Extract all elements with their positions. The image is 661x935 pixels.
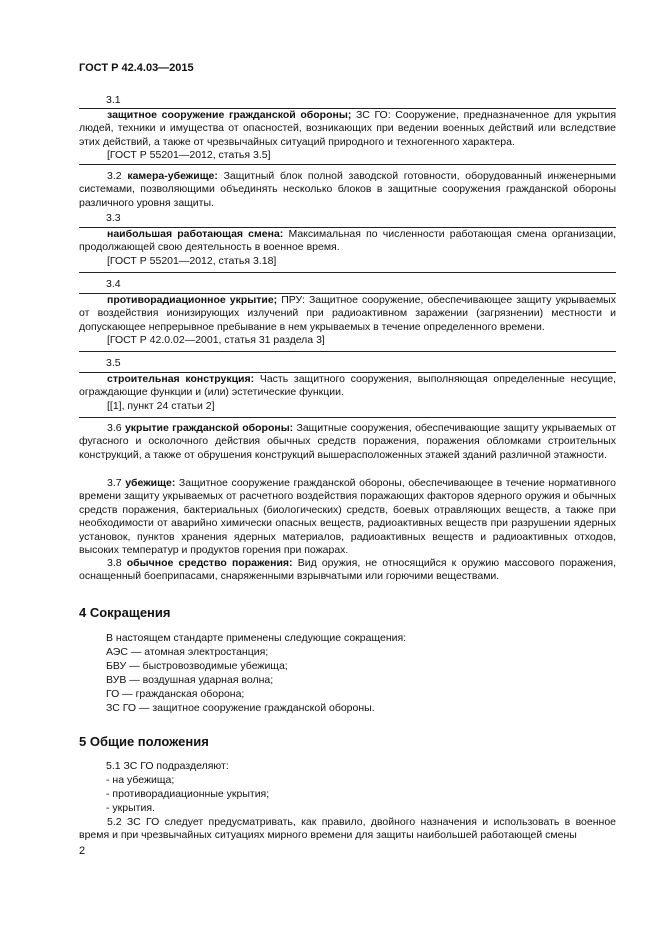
term: противорадиационное укрытие; <box>107 294 278 306</box>
clause-5-1: 5.1 ЗС ГО подразделяют: <box>106 760 229 772</box>
definition-body: Часть защитного сооружения, выполняющая определенные несущие, ограждающие функции и (или) эстетические функции. <box>79 373 616 399</box>
definition-text <box>79 294 616 334</box>
term: убежище: <box>125 477 176 489</box>
definition-body: Защитное сооружение гражданской обороны, обеспечивающее в течение нормативного времени защиту укрываемых от расчетного воздействия поражающих факторов ядерного оружия и обычных средств поражения, бактериальных (биологических) средств, боевых отравляющих веществ, а также при необходимости от аварийно химически опасных веществ, радиоактивных веществ при разрушении ядерных установок, пунктов хранения ядерных материалов, радиоактивных веществ и радиоактивных отходов, высоких температур и продуктов горения при пожарах. <box>79 477 616 557</box>
definition-body: ЗС ГО: Сооружение, предназначенное для укрытия людей, техники и имущества от опасностей, возникающих при ведении военных действий или вследствие этих действий, а также от чрезвычайных ситуаций природного и техногенного характера. <box>79 109 617 148</box>
clause-3-7 <box>79 477 616 557</box>
definition-body: Защитный блок полной заводской готовности, оборудованный инженерными системами, позволяющими объединять несколько блоков в защитные сооружения гражданской обороны различного уровня защиты. <box>79 170 616 209</box>
definition-box-3-3 <box>79 227 616 273</box>
section-4-intro: В настоящем стандарте применены следующие сокращения: <box>106 632 407 644</box>
definition-text <box>79 373 616 400</box>
clause-number-3-5: 3.5 <box>106 357 121 369</box>
page-number: 2 <box>79 845 86 857</box>
term: строительная конструкция: <box>107 373 255 385</box>
abbreviation-item: АЭС — атомная электростанция; <box>106 646 269 658</box>
list-item: - укрытия. <box>106 802 155 814</box>
section-5-title: 5 Общие положения <box>79 734 209 749</box>
clause-number-3-1: 3.1 <box>106 94 121 106</box>
clause-3-2 <box>79 170 616 210</box>
term: камера-убежище: <box>127 170 218 182</box>
definition-body: Максимальная по численности работающая смена организации, продолжающей свою деятельность в военное время. <box>79 228 616 254</box>
definition-box-3-1 <box>79 108 616 165</box>
clause-3-8 <box>79 557 616 584</box>
abbreviation-item: ГО — гражданская оборона; <box>106 688 245 700</box>
source-reference: [ГОСТ Р 42.0.02—2001, статья 31 раздела 3] <box>107 334 325 347</box>
clause-3-6 <box>79 422 616 462</box>
term: наибольшая работающая смена: <box>107 228 284 240</box>
definition-box-3-5 <box>79 372 616 418</box>
clause-number: 3.8 <box>107 557 122 569</box>
clause-number: 3.7 <box>107 477 122 489</box>
clause-number: 3.6 <box>107 422 122 434</box>
clause-number: 3.2 <box>107 170 122 182</box>
source-reference: [[1], пункт 24 статьи 2] <box>107 399 215 412</box>
definition-body: Вид оружия, не относящийся к оружию массового поражения, оснащенный боеприпасами, снаряженными взрывчатыми или горючими веществами. <box>79 557 616 583</box>
section-4-title: 4 Сокращения <box>79 605 171 620</box>
definition-text <box>79 228 616 255</box>
clause-5-2: 5.2 ЗС ГО следует предусматривать, как правило, двойного назначения и использовать в военное время и при чрезвычайных ситуациях мирного времени для защиты наибольшей работающей смены <box>79 816 616 842</box>
abbreviation-item: ЗС ГО — защитное сооружение гражданской обороны. <box>106 702 375 714</box>
document-header: ГОСТ Р 42.4.03—2015 <box>79 62 194 74</box>
clause-number-3-4: 3.4 <box>106 278 121 290</box>
term: укрытие гражданской обороны: <box>124 422 294 434</box>
list-item: - противорадиационные укрытия; <box>106 788 270 800</box>
definition-box-3-4 <box>79 293 616 352</box>
definition-body: Защитные сооружения, обеспечивающие защиту укрываемых от фугасного и осколочного действия обычных средств поражения, поражения обломками строительных конструкций, а также от обрушения конструкций вышерасположенных этажей зданий различной этажности. <box>79 422 617 461</box>
source-reference: [ГОСТ Р 55201—2012, статья 3.18] <box>107 254 277 267</box>
definition-body: ПРУ: Защитное сооружение, обеспечивающее защиту укрываемых от воздействия ионизирующих излучений при радиоактивном заражении (загрязнении) местности и допускающее непрерывное пребывание в нем укрываемых в течение определенного времени. <box>79 294 616 333</box>
term: защитное сооружение гражданской обороны; <box>107 109 352 121</box>
term: обычное средство поражения: <box>126 557 293 569</box>
clause-number-3-3: 3.3 <box>106 212 121 224</box>
abbreviation-item: ВУВ — воздушная ударная волна; <box>106 674 274 686</box>
definition-text <box>79 109 616 149</box>
list-item: - на убежища; <box>106 774 175 786</box>
source-reference: [ГОСТ Р 55201—2012, статья 3.5] <box>107 149 271 162</box>
abbreviation-item: БВУ — быстровозводимые убежища; <box>106 660 288 672</box>
